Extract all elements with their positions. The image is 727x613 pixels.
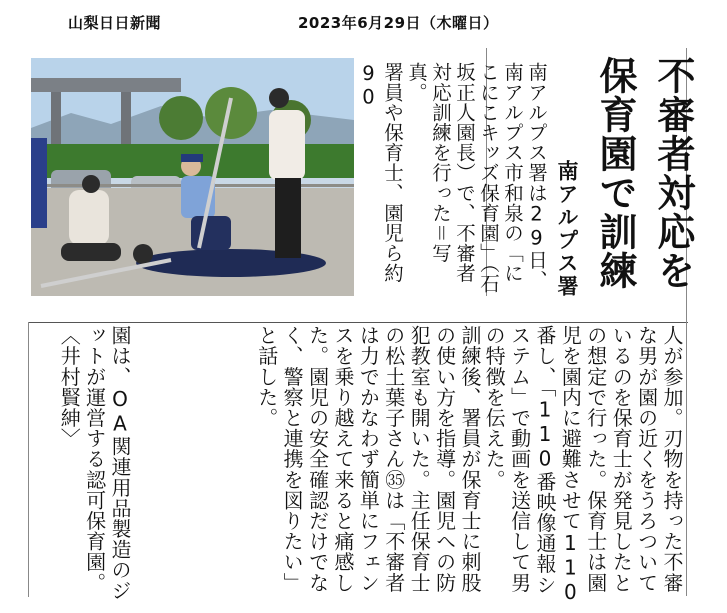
horizontal-divider bbox=[28, 322, 688, 323]
left-border bbox=[28, 322, 29, 597]
article-body-left bbox=[32, 325, 132, 605]
byline: 南アルプス署 bbox=[555, 160, 579, 298]
article-lead-text bbox=[358, 62, 548, 300]
publication-date: 2023年6月29日（木曜日） bbox=[298, 14, 499, 32]
article-body-middle bbox=[136, 325, 482, 605]
body-paragraph-3: 園は、OA関連用品製造のジットが運営する認可保育園。 〈井村賢紳〉 bbox=[57, 325, 132, 601]
headline bbox=[586, 56, 702, 290]
lead-paragraph: 南アルプス署は29日、南アルプス市和泉の「にこにこキッズ保育園」（石坂正人園長）で、不審者対応訓練を行った＝写真。 署員や保育士、園児ら約90 bbox=[357, 62, 548, 294]
newspaper-name: 山梨日日新聞 bbox=[68, 14, 162, 32]
headline-text: 不審者対応を 保育園で訓練 bbox=[593, 56, 695, 290]
training-photo-icon bbox=[31, 58, 354, 296]
news-photo bbox=[31, 58, 354, 296]
body-paragraph-2: 訓練後、署員が保育士に刺股の使い方を指導。園児への防犯教室も開いた。主任保育士の松土葉子さん㉟は「不審者は力でかなわず簡単にフェンスを乗り越えて来ると痛感した。園児の安全確認だけでなく、警察と連携を図りたい」と話した。 bbox=[254, 325, 482, 593]
body-paragraph-1: 人が参加。刃物を持った不審な男が園の近くをうろついているのを保育士が発見したとの想定で行った。保育士は園児を園内に避難させて110番し、「110番映像通報システム」で動画を送信して男の特徴を伝えた。 bbox=[482, 325, 684, 605]
article-body-right bbox=[482, 325, 684, 605]
